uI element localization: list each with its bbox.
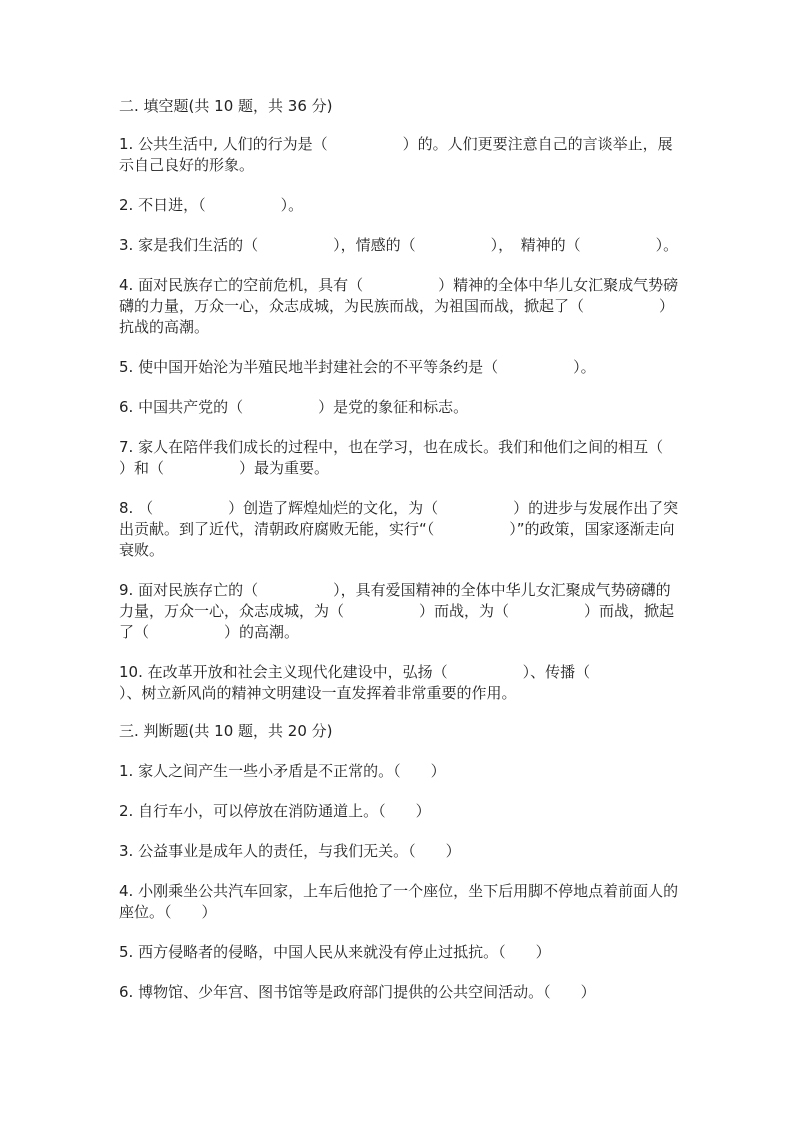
fill-blank-question-10: 10. 在改革开放和社会主义现代化建设中，弘扬（ ）、传播（ ）、树立新风尚的精神文明建设一直发挥着非常重要的作用。 — [119, 663, 666, 702]
fill-blank-question-2: 2. 不日进，（ ）。 — [119, 196, 304, 214]
fill-blank-question-5: 5. 使中国开始沦为半殖民地半封建社会的不平等条约是（ ）。 — [119, 358, 596, 376]
fill-blank-question-4: 4. 面对民族存亡的空前危机，具有（ ）精神的全体中华儿女汇聚成气势磅礴的力量，万众一心，众志成城，为民族而战，为祖国而战，掀起了（ ）抗战的高潮。 — [119, 276, 679, 336]
fill-blank-question-1: 1. 公共生活中, 人们的行为是（ ）的。人们更要注意自己的言谈举止，展示自己良好的形象。 — [119, 135, 673, 174]
true-false-question-3: 3. 公益事业是成年人的责任，与我们无关。（ ） — [119, 842, 461, 860]
fill-blank-question-9: 9. 面对民族存亡的（ ），具有爱国精神的全体中华儿女汇聚成气势磅礴的力量，万众一心，众志成城，为（ ）而战，为（ ）而战，掀起了（ ）的高潮。 — [119, 581, 675, 641]
fill-blank-question-8: 8. （ ）创造了辉煌灿烂的文化，为（ ）的进步与发展作出了突出贡献。到了近代，清朝政府腐败无能，实行“（ ）”的政策，国家逐渐走向衰败。 — [119, 499, 679, 559]
fill-blank-question-7: 7. 家人在陪伴我们成长的过程中，也在学习，也在成长。我们和他们之间的相互（ ）和（ ）最为重要。 — [119, 438, 739, 477]
true-false-question-1: 1. 家人之间产生一些小矛盾是不正常的。（ ） — [119, 762, 446, 780]
true-false-question-2: 2. 自行车小，可以停放在消防通道上。（ ） — [119, 802, 431, 820]
section-title-true-false: 三. 判断题(共 10 题，共 20 分) — [119, 722, 333, 740]
fill-blank-question-6: 6. 中国共产党的（ ）是党的象征和标志。 — [119, 398, 469, 416]
true-false-question-4: 4. 小刚乘坐公共汽车回家，上车后他抢了一个座位，坐下后用脚不停地点着前面人的座位。（ ） — [119, 882, 679, 921]
section-title-fill-blank: 二. 填空题(共 10 题，共 36 分) — [119, 97, 333, 115]
fill-blank-question-3: 3. 家是我们生活的（ ），情感的（ ）， 精神的（ ）。 — [119, 236, 679, 254]
exam-content — [119, 96, 739, 1022]
true-false-question-5: 5. 西方侵略者的侵略，中国人民从来就没有停止过抵抗。（ ） — [119, 943, 551, 961]
true-false-question-6: 6. 博物馆、少年宫、图书馆等是政府部门提供的公共空间活动。（ ） — [119, 983, 596, 1001]
